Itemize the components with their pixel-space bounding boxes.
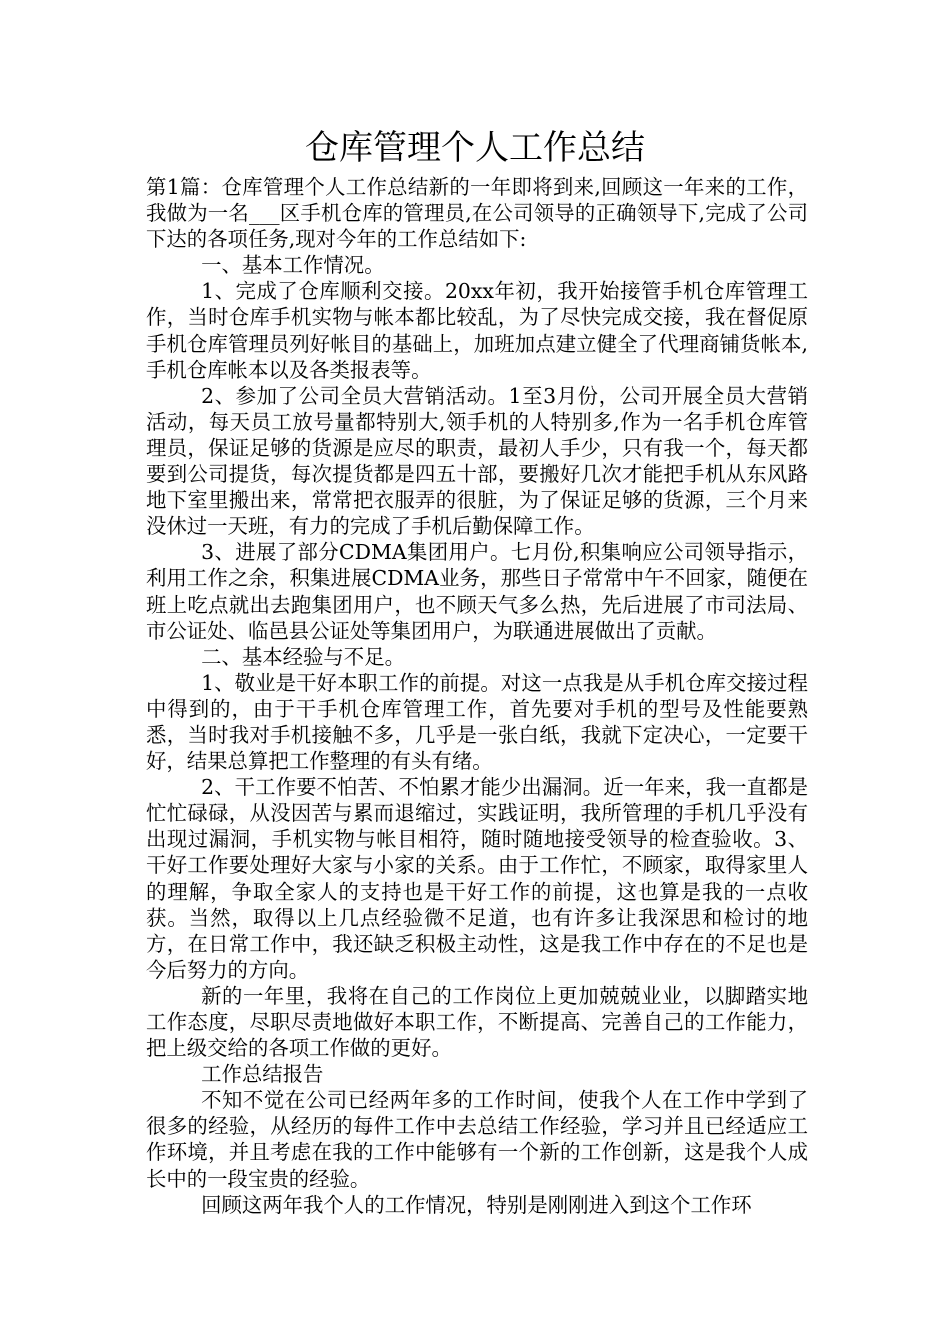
paragraph-marketing-activity: 2、参加了公司全员大营销活动。1至3月份，公司开展全员大营销活动，每天员工放号量都特别大,领手机的人特别多,作为一名手机仓库管理员，保证足够的货源是应尽的职责，最初人手少，只有我一个，每天都要到公司提货，每次提货都是四五十部，要搬好几次才能把手机从东风路地下室里搬出来，常常把衣服弄的很脏，为了保证足够的货源，三个月来没休过一天班，有力的完成了手机后勤保障工作。: [146, 383, 808, 539]
paragraph-cdma-users: 3、进展了部分CDMA集团用户。七月份,积集响应公司领导指示，利用工作之余，积集进展CDMA业务，那些日子常常中午不回家，随便在班上吃点就出去跑集团用户，也不顾天气多么热，先后进展了市司法局、市公证处、临邑县公证处等集团用户，为联通进展做出了贡献。: [146, 540, 808, 643]
paragraph-new-year: 新的一年里，我将在自己的工作岗位上更加兢兢业业，以脚踏实地工作态度，尽职尽责地做好本职工作，不断提高、完善自己的工作能力，把上级交给的各项工作做的更好。: [146, 983, 808, 1061]
section-heading-basic-work: 一、基本工作情况。: [201, 253, 385, 278]
paragraph-dedication: 1、敬业是干好本职工作的前提。对这一点我是从手机仓库交接过程中得到的，由于干手机仓库管理工作，首先要对手机的型号及性能要熟悉，当时我对手机接触不多，几乎是一张白纸，我就下定决心，一定要干好，结果总算把工作整理的有头有绪。: [146, 670, 808, 774]
section-heading-report: 工作总结报告: [201, 1062, 324, 1087]
section-heading-experience: 二、基本经验与不足。: [201, 644, 405, 669]
document-body: [146, 174, 808, 1218]
paragraph-hard-work: 2、干工作要不怕苦、不怕累才能少出漏洞。近一年来，我一直都是忙忙碌碌，从没因苦与累而退缩过，实践证明，我所管理的手机几乎没有出现过漏洞，手机实物与帐目相符，随时随地接受领导的检查验收。3、干好工作要处理好大家与小家的关系。由于工作忙，不顾家，取得家里人的理解，争取全家人的支持也是干好工作的前提，这也算是我的一点收获。当然，取得以上几点经验微不足道，也有许多让我深思和检讨的地方，在日常工作中，我还缺乏积极主动性，这是我工作中存在的不足也是今后努力的方向。: [146, 775, 808, 982]
paragraph-warehouse-handover: 1、完成了仓库顺利交接。20xx年初，我开始接管手机仓库管理工作，当时仓库手机实物与帐本都比较乱，为了尽快完成交接，我在督促原手机仓库管理员列好帐目的基础上，加班加点建立健全了代理商铺货帐本,手机仓库帐本以及各类报表等。: [146, 279, 808, 382]
paragraph-two-years: 不知不觉在公司已经两年多的工作时间，使我个人在工作中学到了很多的经验，从经历的每件工作中去总结工作经验，学习并且已经适应工作环境，并且考虑在我的工作中能够有一个新的工作创新，这是我个人成长中的一段宝贵的经验。: [146, 1088, 808, 1191]
paragraph-review: 回顾这两年我个人的工作情况，特别是刚刚进入到这个工作环: [201, 1192, 752, 1217]
paragraph-intro: 第1篇：仓库管理个人工作总结新的一年即将到来,回顾这一年来的工作，我做为一名___区手机仓库的管理员,在公司领导的正确领导下,完成了公司下达的各项任务,现对今年的工作总结如下:: [146, 175, 808, 252]
document-title: 仓库管理个人工作总结: [305, 128, 645, 168]
